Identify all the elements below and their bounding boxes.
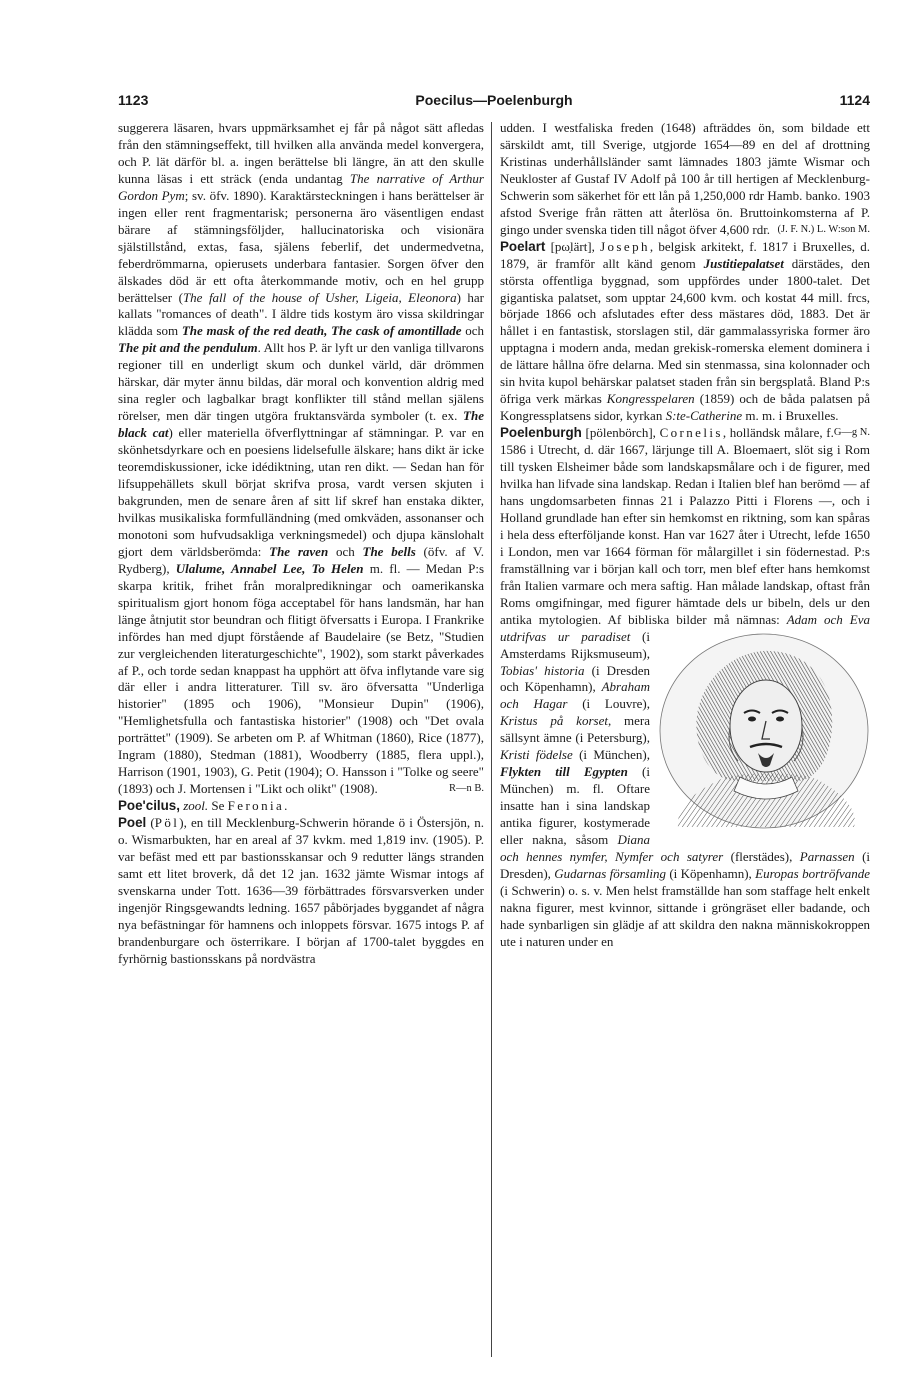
article-poe-continuation: suggerera läsaren, hvars uppmärksamhet ej får på något sätt afledas från den stämningseffekt, till hvilken alla använda medel konvergera, och P. lät därför bl. a. ingen berättelse bli längre, än att den skulle kunna läsas i ett sträck (enda undantag The narrative of Arthur Gordon Pym; sv. öfv. 1890). Karaktärsteckningen i hans berättelser är ingen eller rent fragmentarisk; personerna äro väsentligen endast bärare af stämningsföljder, hallucinatoriska och visionära själstillstånd, extas, fasa, själens feberlif, det undermedvetna, feberdrömmarna, opierusets underbara fantasier. Sorgen öfver den älskades död är ett ofta återkommande motiv, och en hel grupp berättelser (The fall of the house of Usher, Ligeia, Eleonora) har kallats "romances of death". I äldre tids kostym äro vissa skildringar klädda som The mask of the red death, The cask of amontillade och The pit and the pendulum. Allt hos P. är lyft ur den vanliga tillvarons regioner till en underligt skum och dunkel värld, där drömmen härskar, där myter ännu bildas, där moral och konvention aldrig med sina regler och lagbalkar bragt konflikter till stånd mellan själens rörelser, men där tingen utgöra fruktansvärda symboler (t. ex. The black cat) eller materiella öfverflyttningar af stämningar. P. var en skönhetsdyrkare och en poesiens lidelsefulle älskare; hans dikt är icke teoremdiskussioner, icke idédiktning, utan ren dikt. — Sedan han för lifsuppehällets skull börjat skrifva prosa, vardt versen skjuten i bakgrunden, men de senare åren af sitt lif skref han enstaka dikter, hvilkas musikaliska formfulländning (med omkväden, assonanser och monotoni som hufvudsakliga verkningsmedel) och djupa känslohalt gjort dem världsberömda: The raven och The bells (öfv. af V. Rydberg), Ulalume, Annabel Lee, To Helen m. fl. — Medan P:s skarpa kritik, frihet från moralpredikningar och oamerikanska spiritualism gjort honom föga acceptabel för hans landsmän, har han länge åtnjutit stor beundran och flitigt öfversatts i Europa. I Frankrike infördes han med djupt förstående af Baudelaire (se Betz, "Studien zur vergleichenden literaturgeschichte", 1902), som starkt påverkades af P., och torde sedan knappast ha upphört att öfva inflytande vare sig där eller i andra litteraturer. Till sv. äro öfversatta "Underliga historier" (1895 och 1906), "Monsieur Dupin" (1906), "Hemlighetsfulla och fantastiska historier" (1908) och "Det ovala porträttet" (1909). Se arbeten om P. af Whitman (1860), Rice (1877), Ingram (1880), Stedman (1881), Woodberry (1885, flera uppl.), Harrison (1901, 1903), G. Petit (1904); O. Hansson i "Tolke og seere" (1893) och J. Mortensen i "Likt och olikt" (1908). R—n B. (118, 120, 484, 797)
author-signature: (J. F. N.) L. W:son M. (777, 223, 870, 235)
headword: Poel (118, 815, 147, 831)
page-number-right: 1124 (839, 92, 870, 108)
article-poel: Poel (Pöl), en till Mecklenburg-Schwerin hörande ö i Östersjön, n. o. Wismarbukten, har en areal af 37 kvkm. med 1,819 inv. (1905). P. var befäst med ett par bastionsskansar och 9 redutter längs stranden samt ett litet broverk, då det 12 jan. 1632 jämte Wismar intogs af svenskarna under Tott. 1636—39 förbättrades försvarsverken under ingenjör Ringsgewandts ledning. 1657 påbörjades byggandet af några nya befästningar för hamnens och inloppets försvar. 1675 intogs P. af brandenburgare och österrikare. I början af 1700-talet byggdes en fyrhörnig bastionsskans på nordvästra (118, 815, 484, 966)
right-column (500, 120, 870, 1350)
page-number-left: 1123 (118, 92, 149, 108)
article-poelart: Poelart [pω̣lärt], Joseph, belgisk arkitekt, f. 1817 i Bruxelles, d. 1879, är framför allt känd genom Justitiepalatset därstädes, den största offentliga byggnad, som uppfördes under 1800-talet. Det gigantiska palatset, som upptar 24,600 kvm. och kostat 44 mill. frcs, började 1866 och afslutades efter dess mästares död, 1883. Det är hållet i en fantastisk, storslagen stil, där gammalassyriska former äro upptagna i modern anda, medan grekisk-romerska element dominera i de lättare hållna öfre delarna. Med sin stenmassa, sina kolonnader och sin hvita kupol behärskar palatset staden från sin bergsplatå. Bland P:s öfriga verk märkas Kongresspelaren (1859) och de båda palatsen på Kongressplatsens sidor, kyrkan S:te-Catherine m. m. i Bruxelles. G—g N. (500, 239, 870, 425)
column-divider (491, 122, 492, 1357)
headword: Poelenburgh (500, 425, 582, 441)
author-signature: R—n B. (448, 783, 484, 795)
article-poecilus: Poe'cilus, zool. Se Feronia. (118, 798, 288, 814)
headword: Poelart (500, 238, 546, 254)
portrait-engraving-icon (658, 631, 870, 831)
running-header (118, 92, 870, 112)
article-poel-continuation: udden. I westfaliska freden (1648) afträddes ön, som bildade ett särskildt amt, till Sverige, utgjorde 1654—89 en del af drottning Kristinas underhållsländer samt lämnades 1803 jämte Wismar och Neukloster af Gustaf IV Adolf på 100 år till hertigen af Mecklenburg-Schwerin som säkerhet för ett lån på 1,250,000 rdr Hamb. banko. 1903 afstod Sverige från rätten att återlösa ön. Bruttoinkomsterna af P. gingo under svenska tiden till något öfver 4,600 rdr. (J. F. N.) L. W:son M. (500, 120, 870, 237)
headword: Poe'cilus, (118, 798, 180, 814)
left-column (118, 120, 484, 1350)
header-title: Poecilus—Poelenburgh (415, 92, 573, 108)
article-poelenburgh: Poelenburgh [pölenbörch], Cornelis, holländsk målare, f. 1586 i Utrecht, d. där 1667, lärjunge till A. Bloemaert, slöt sig i Rom till tysken Elsheimer både som landskapsmålare och i de figurer, med hvilka han lifvade sina landskap. Redan i Italien blef han berömd — af hans ungdomsarbeten finnas 21 i Palazzo Pitti i Florens —, och i Holland grundlade han efter sin hemkomst en riktning, som kan spåras i hela dess efterföljande konst. Han var 1627 åter i Utrecht, lefde 1650 i London, men var 1664 förman för målargillet i sin födernestad. P:s framställning var i början kall och torr, men blef efter hans hemkomst från Italien varmare och mera saftig. Han målade landskap, oftast från Roms omgifningar, med figurer hämtade dels ur bibeln, dels ur den antika mytologien. Af bibliska bilder må nämnas: Adam och Eva utdrifvas ur paradiset (i Amsterdams Rijksmuseum), Tobias' historia (i Dresden och Köpenhamn), Abraham och Hagar (i Louvre), Kristus på korset, mera sällsynt ämne (i Petersburg), Kristi födelse (i München), Flykten till Egypten (i München) m. fl. Oftare insatte han i sina landskap antika figurer, kostymerade eller nakna, såsom Diana och hennes nymfer, Nymfer och satyrer (flerstädes), Parnassen (i Dresden), Gudarnas församling (i Köpenhamn), Europas bortröfvande (i Schwerin) o. s. v. Men helst framställde han som staffage helt enkelt nakna figurer, mest kvinnor, sittande i gröngräset eller badande, och hade synbarligen sin glädje af att skildra den nakna människokroppen ute i naturen under en (500, 425, 870, 949)
author-signature: G—g N. (833, 427, 870, 439)
